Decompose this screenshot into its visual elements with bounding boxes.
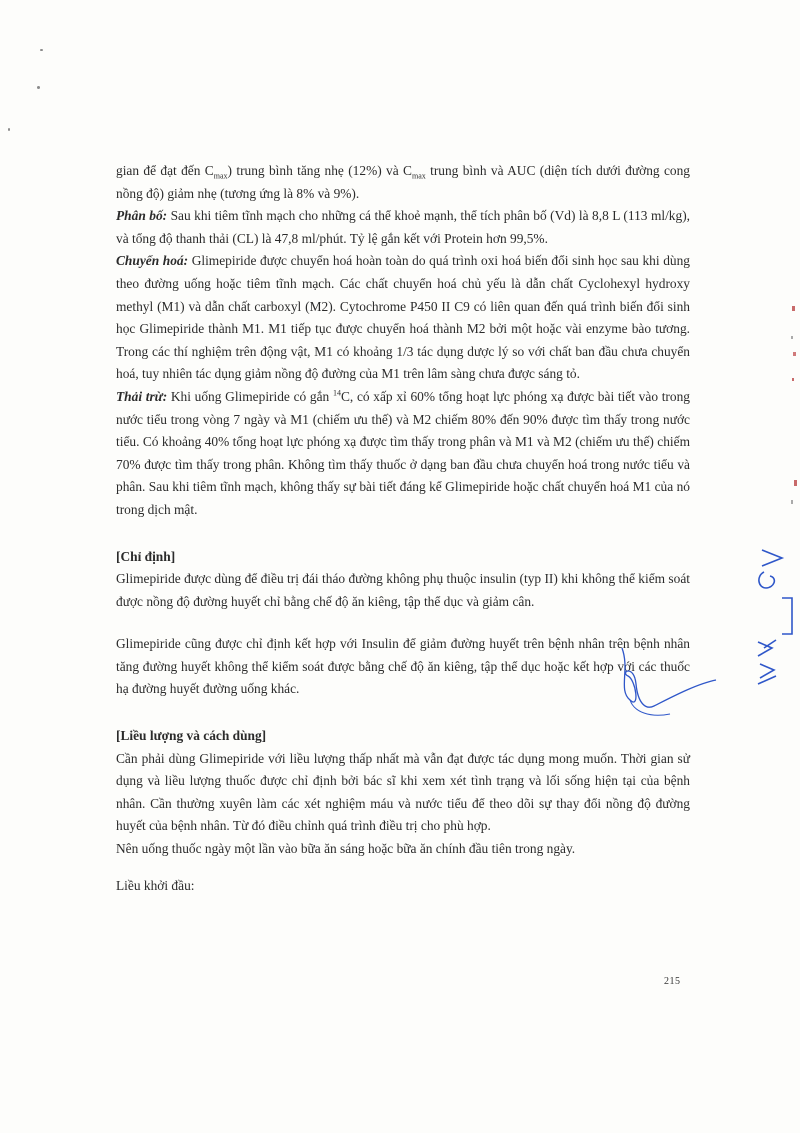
cmax-subscript: max (213, 171, 228, 181)
scan-speck (8, 128, 10, 131)
distribution-label: Phân bố: (116, 208, 168, 224)
cmax-subscript: max (411, 171, 426, 181)
metabolism-paragraph (116, 250, 690, 386)
elimination-paragraph (116, 386, 690, 522)
intro-text-b: ) trung bình tăng nhẹ (12%) và C (227, 163, 412, 178)
page-number: 215 (664, 976, 681, 987)
elimination-label: Thải trừ: (116, 388, 168, 404)
indications-paragraph-2: Glimepiride cũng được chỉ định kết hợp với Insulin để giảm đường huyết trên bệnh nhân trên bệnh nhân tăng đường huyết không thể kiểm soát được bằng chế độ ăn kiêng, tập thể dục hoặc kết hợp với các thuốc hạ đường huyết đường uống khác. (116, 636, 690, 697)
dosage-heading: [Liều lượng và cách dùng] (116, 728, 267, 744)
signature-icon (600, 640, 720, 720)
edge-marks-icon (786, 300, 800, 540)
elimination-text-b: C, có xấp xỉ 60% tổng hoạt lực phóng xạ được bài tiết vào trong nước tiểu trong vòng 7 ngày và M1 (chiếm ưu thế) và M2 chiếm 80% đến 90% được tìm thấy trong nước tiểu. Có khoảng 40% tổng hoạt lực phóng xạ được tìm thấy trong phân và M1 và M2 (chiếm ưu thế) chiếm 70% được tìm thấy trong phân. Không tìm thấy thuốc ở dạng ban đầu chưa chuyển hoá trong nước tiểu và phân. Sau khi tiêm tĩnh mạch, không thấy sự bài tiết đáng kể Glimepiride hoặc chất chuyển hoá M1 của nó trong dịch mật. (116, 388, 690, 517)
distribution-paragraph (116, 205, 690, 250)
intro-paragraph (116, 160, 690, 205)
intro-text-a: gian để đạt đến C (116, 163, 214, 178)
metabolism-label: Chuyển hoá: (116, 253, 189, 269)
document-body (116, 160, 690, 897)
isotope-superscript: 14 (332, 388, 341, 398)
distribution-text: Sau khi tiêm tĩnh mạch cho những cá thể khoẻ mạnh, thể tích phân bố (Vd) là 8,8 L (113 ml/kg), và tổng độ thanh thải (CL) là 47,8 ml/phút. Tỷ lệ gắn kết với Protein hơn 99,5%. (116, 208, 691, 246)
scan-speck (40, 49, 43, 51)
intro-text-c: trung bình và AUC (diện tích dưới đường cong nồng độ) giảm nhẹ (tương ứng là 8% và 9%). (116, 163, 690, 201)
indications-paragraph-1: Glimepiride được dùng để điều trị đái tháo đường không phụ thuộc insulin (typ II) khi không thể kiểm soát được nồng độ đường huyết chỉ bằng chế độ ăn kiêng, tập thể dục và giảm cân. (116, 571, 690, 609)
margin-stamp-icon (752, 548, 796, 688)
dosage-paragraph-2: Nên uống thuốc ngày một lần vào bữa ăn sáng hoặc bữa ăn chính đầu tiên trong ngày. (116, 841, 576, 857)
indications-heading: [Chỉ định] (116, 548, 176, 564)
scan-speck (37, 86, 40, 89)
metabolism-text: Glimepiride được chuyển hoá hoàn toàn do quá trình oxi hoá biến đổi sinh học sau khi dùng theo đường uống hoặc tiêm tĩnh mạch. Các chất chuyển hoá chủ yếu là dẫn chất Cyclohexyl hydroxy methyl (M1) và dẫn chất carboxyl (M2). Cytochrome P450 II C9 có liên quan đến quá trình biến đổi sinh học Glimepiride thành M1. M1 tiếp tục được chuyển hoá thành M2 bởi một hoặc vài enzyme bào tương. Trong các thí nghiệm trên động vật, M1 có khoảng 1/3 tác dụng dược lý so với chất ban đầu chưa chuyển hoá, tuy nhiên tác dụng giảm nồng độ đường của M1 trên lâm sàng chưa được sáng tỏ. (116, 253, 690, 382)
dosage-paragraph-1: Cần phải dùng Glimepiride với liều lượng thấp nhất mà vẫn đạt được tác dụng mong muốn. Thời gian sử dụng và liều lượng thuốc được chỉ định bởi bác sĩ khi xem xét tình trạng và lối sống hiện tại của bệnh nhân. Cần thường xuyên làm các xét nghiệm máu và nước tiểu để theo dõi sự thay đổi nồng độ đường huyết của bệnh nhân. Từ đó điều chỉnh quá trình điều trị cho phù hợp. (116, 750, 690, 834)
elimination-text-a: Khi uống Glimepiride có gắn (167, 388, 333, 404)
dosage-paragraph-3: Liều khởi đầu: (116, 877, 195, 893)
